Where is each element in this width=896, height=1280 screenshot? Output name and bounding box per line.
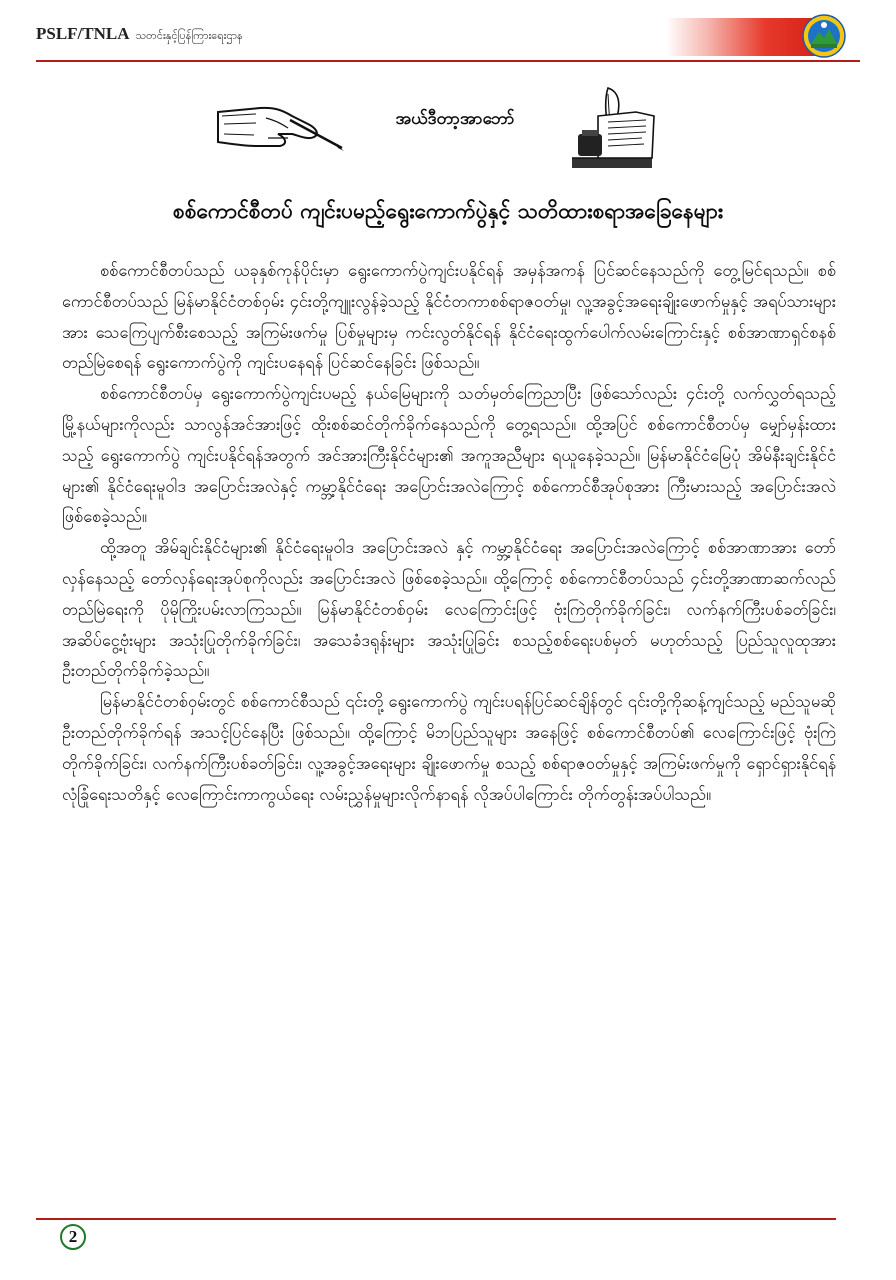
article-title: စစ်ကောင်စီတပ် ကျင်းပမည့်ရွေးကောက်ပွဲနှင့် သတိထားစရာအခြေနေများ	[172, 199, 724, 223]
paragraph: ထို့အတူ အိမ်ချင်းနိုင်ငံများ၏ နိုင်ငံရေးမူဝါဒ အပြောင်းအလဲ နှင့် ကမ္ဘာ့နိုင်ငံရေး အပြောင်းအလဲကြောင့် စစ်အာဏာအား တော်လှန်နေသည့် တော်လှန်ရေးအုပ်စုကိုလည်း အပြောင်းအလဲ ဖြစ်စေခဲ့သည်။ ထို့ကြောင့် စစ်ကောင်စီတပ်သည် ၄င်းတို့အာဏာဆက်လည်တည်မြဲရေးကို ပိုမိုကြိုးပမ်းလာကြသည်။ မြန်မာနိုင်ငံတစ်ဝှမ်း လေကြောင်းဖြင့် ဗုံးကြဲတိုက်ခိုက်ခြင်း၊ လက်နက်ကြီးပစ်ခတ်ခြင်း၊ အဆိပ်ငွေ့ဗုံးများ အသုံးပြုတိုက်ခိုက်ခြင်း၊ အသေခံဒရုန်းများ အသုံးပြုခြင်း စသည့်စစ်ရေးပစ်မှတ် မဟုတ်သည့် ပြည်သူလူထုအား ဦးတည်တိုက်ခိုက်ခဲ့သည်။	[62, 538, 836, 681]
section-banner	[216, 86, 646, 176]
organization-emblem-icon	[802, 14, 846, 58]
paragraph: စစ်ကောင်စီတပ်သည် ယခုနှစ်ကုန်ပိုင်းမှာ ရွေးကောက်ပွဲကျင်းပနိုင်ရန် အမှန်အကန် ပြင်ဆင်နေသည်ကို တွေ့မြင်ရသည်။ စစ်ကောင်စီတပ်သည် မြန်မာနိုင်ငံတစ်ဝှမ်း ၄င်းတို့ကျူးလွန်ခဲ့သည့် နိုင်ငံတကာစစ်ရာဇဝတ်မှု၊ လူ့အခွင့်အရေးချိုးဖောက်မှုနှင့် အရပ်သားများအား သေကြေပျက်စီးစေသည့် အကြမ်းဖက်မှု ပြစ်မှုများမှ ကင်းလွတ်နိုင်ရန် နိုင်ငံရေးထွက်ပေါက်လမ်းကြောင်းနှင့် စစ်အာဏာရှင်စနစ်တည်မြဲစေရန် ရွေးကောက်ပွဲကို ကျင်းပနေရန် ပြင်ဆင်နေခြင်း ဖြစ်သည်။	[62, 261, 836, 373]
header-divider	[36, 60, 860, 62]
hand-writing-icon	[216, 90, 346, 154]
department-name: သတင်းနှင့်ပြန်ကြားရေးဌာန	[135, 29, 243, 42]
org-name: PSLF/TNLA	[36, 24, 130, 43]
paragraph: မြန်မာနိုင်ငံတစ်ဝှမ်းတွင် စစ်ကောင်စီသည် ၎င်းတို့ ရွေးကောက်ပွဲ ကျင်းပရန်ပြင်ဆင်ချိန်တွင် ၎င်းတို့ကိုဆန့်ကျင်သည့် မည်သူမဆို ဦးတည်တိုက်ခိုက်ရန် အသင့်ပြင်နေပြီး ဖြစ်သည်။ ထို့ကြောင့် မိဘပြည်သူများ အနေဖြင့် စစ်ကောင်စီတပ်၏ လေကြောင်းဖြင့် ဗုံးကြဲတိုက်ခိုက်ခြင်း၊ လက်နက်ကြီးပစ်ခတ်ခြင်း၊ လူ့အခွင့်အရေးများ ချိုးဖောက်မှု စသည့် စစ်ရာဇဝတ်မှုနှင့် အကြမ်းဖက်မှုကို ရှောင်ရှားနိုင်ရန် လုံခြုံရေးသတိနှင့် လေကြောင်းကာကွယ်ရေး လမ်းညွှန်မှုများလိုက်နာရန် လိုအပ်ပါကြောင်း တိုက်တွန်းအပ်ပါသည်။	[62, 692, 836, 804]
quill-inkwell-icon	[568, 86, 658, 170]
editorial-label: အယ်ဒီတာ့အာဘော်	[395, 109, 515, 129]
page-number: 2	[60, 1224, 86, 1250]
article-body	[62, 256, 836, 810]
footer-divider	[36, 1218, 836, 1220]
publication-title	[36, 24, 243, 45]
paragraph: စစ်ကောင်စီတပ်မှ ရွေးကောက်ပွဲကျင်းပမည့် နယ်မြေများကို သတ်မှတ်ကြေညာပြီး ဖြစ်သော်လည်း ၄င်းတို့ လက်လွှတ်ရသည့် မြို့နယ်များကိုလည်း သာလွန်အင်အားဖြင့် ထိုးစစ်ဆင်တိုက်ခိုက်နေသည်ကို တွေ့ရသည်။ ထို့အပြင် စစ်ကောင်စီတပ်မှ မျှော်မှန်းထားသည့် ရွေးကောက်ပွဲ ကျင်းပနိုင်ရန်အတွက် အင်အားကြီးနိုင်ငံများ၏ အကူအညီများ ရယူနေခဲ့သည်။ မြန်မာနိုင်ငံမြေပုံ အိမ်နီးချင်းနိုင်ငံများ၏ နိုင်ငံရေးမူဝါဒ အပြောင်းအလဲနှင့် ကမ္ဘာ့နိုင်ငံရေး အပြောင်းအလဲကြောင့် စစ်ကောင်စီအုပ်စုအား ကြီးမားသည့် အပြောင်းအလဲဖြစ်စေခဲ့သည်။	[62, 384, 836, 527]
page-header	[36, 10, 860, 60]
